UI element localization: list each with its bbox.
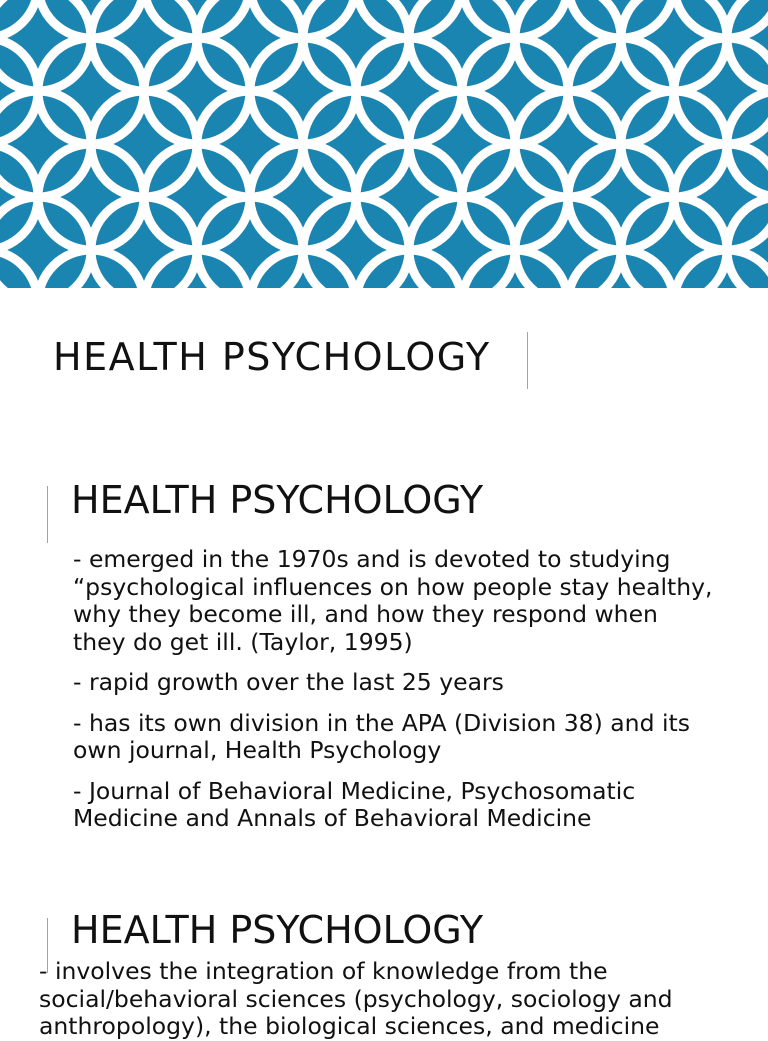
slide-title: HEALTH PSYCHOLOGY — [53, 335, 491, 379]
bullet-item: - emerged in the 1970s and is devoted to studying “psychological influences on how people stay healthy, why they become ill, and how they respond when they do get ill. (Taylor, 1995) — [73, 545, 713, 656]
bullet-item: - rapid growth over the last 25 years — [73, 668, 504, 696]
title-accent-bar — [527, 332, 528, 389]
slide-2-heading: HEALTH PSYCHOLOGY — [71, 478, 484, 522]
bullet-item: - Journal of Behavioral Medicine, Psychosomatic Medicine and Annals of Behavioral Medicine — [73, 776, 636, 832]
slide-3-heading: HEALTH PSYCHOLOGY — [71, 908, 484, 952]
slide-3-text: - involves the integration of knowledge from the social/behavioral sciences (psychology, sociology and anthropology), the biological sciences, and medicine — [39, 957, 673, 1040]
bullet-list — [73, 546, 713, 846]
slide-2 — [0, 478, 768, 864]
decorative-pattern-banner — [0, 0, 768, 288]
bullet-item: - has its own division in the APA (Division 38) and its own journal, Health Psychology — [73, 708, 690, 764]
slide-3 — [0, 908, 768, 1040]
